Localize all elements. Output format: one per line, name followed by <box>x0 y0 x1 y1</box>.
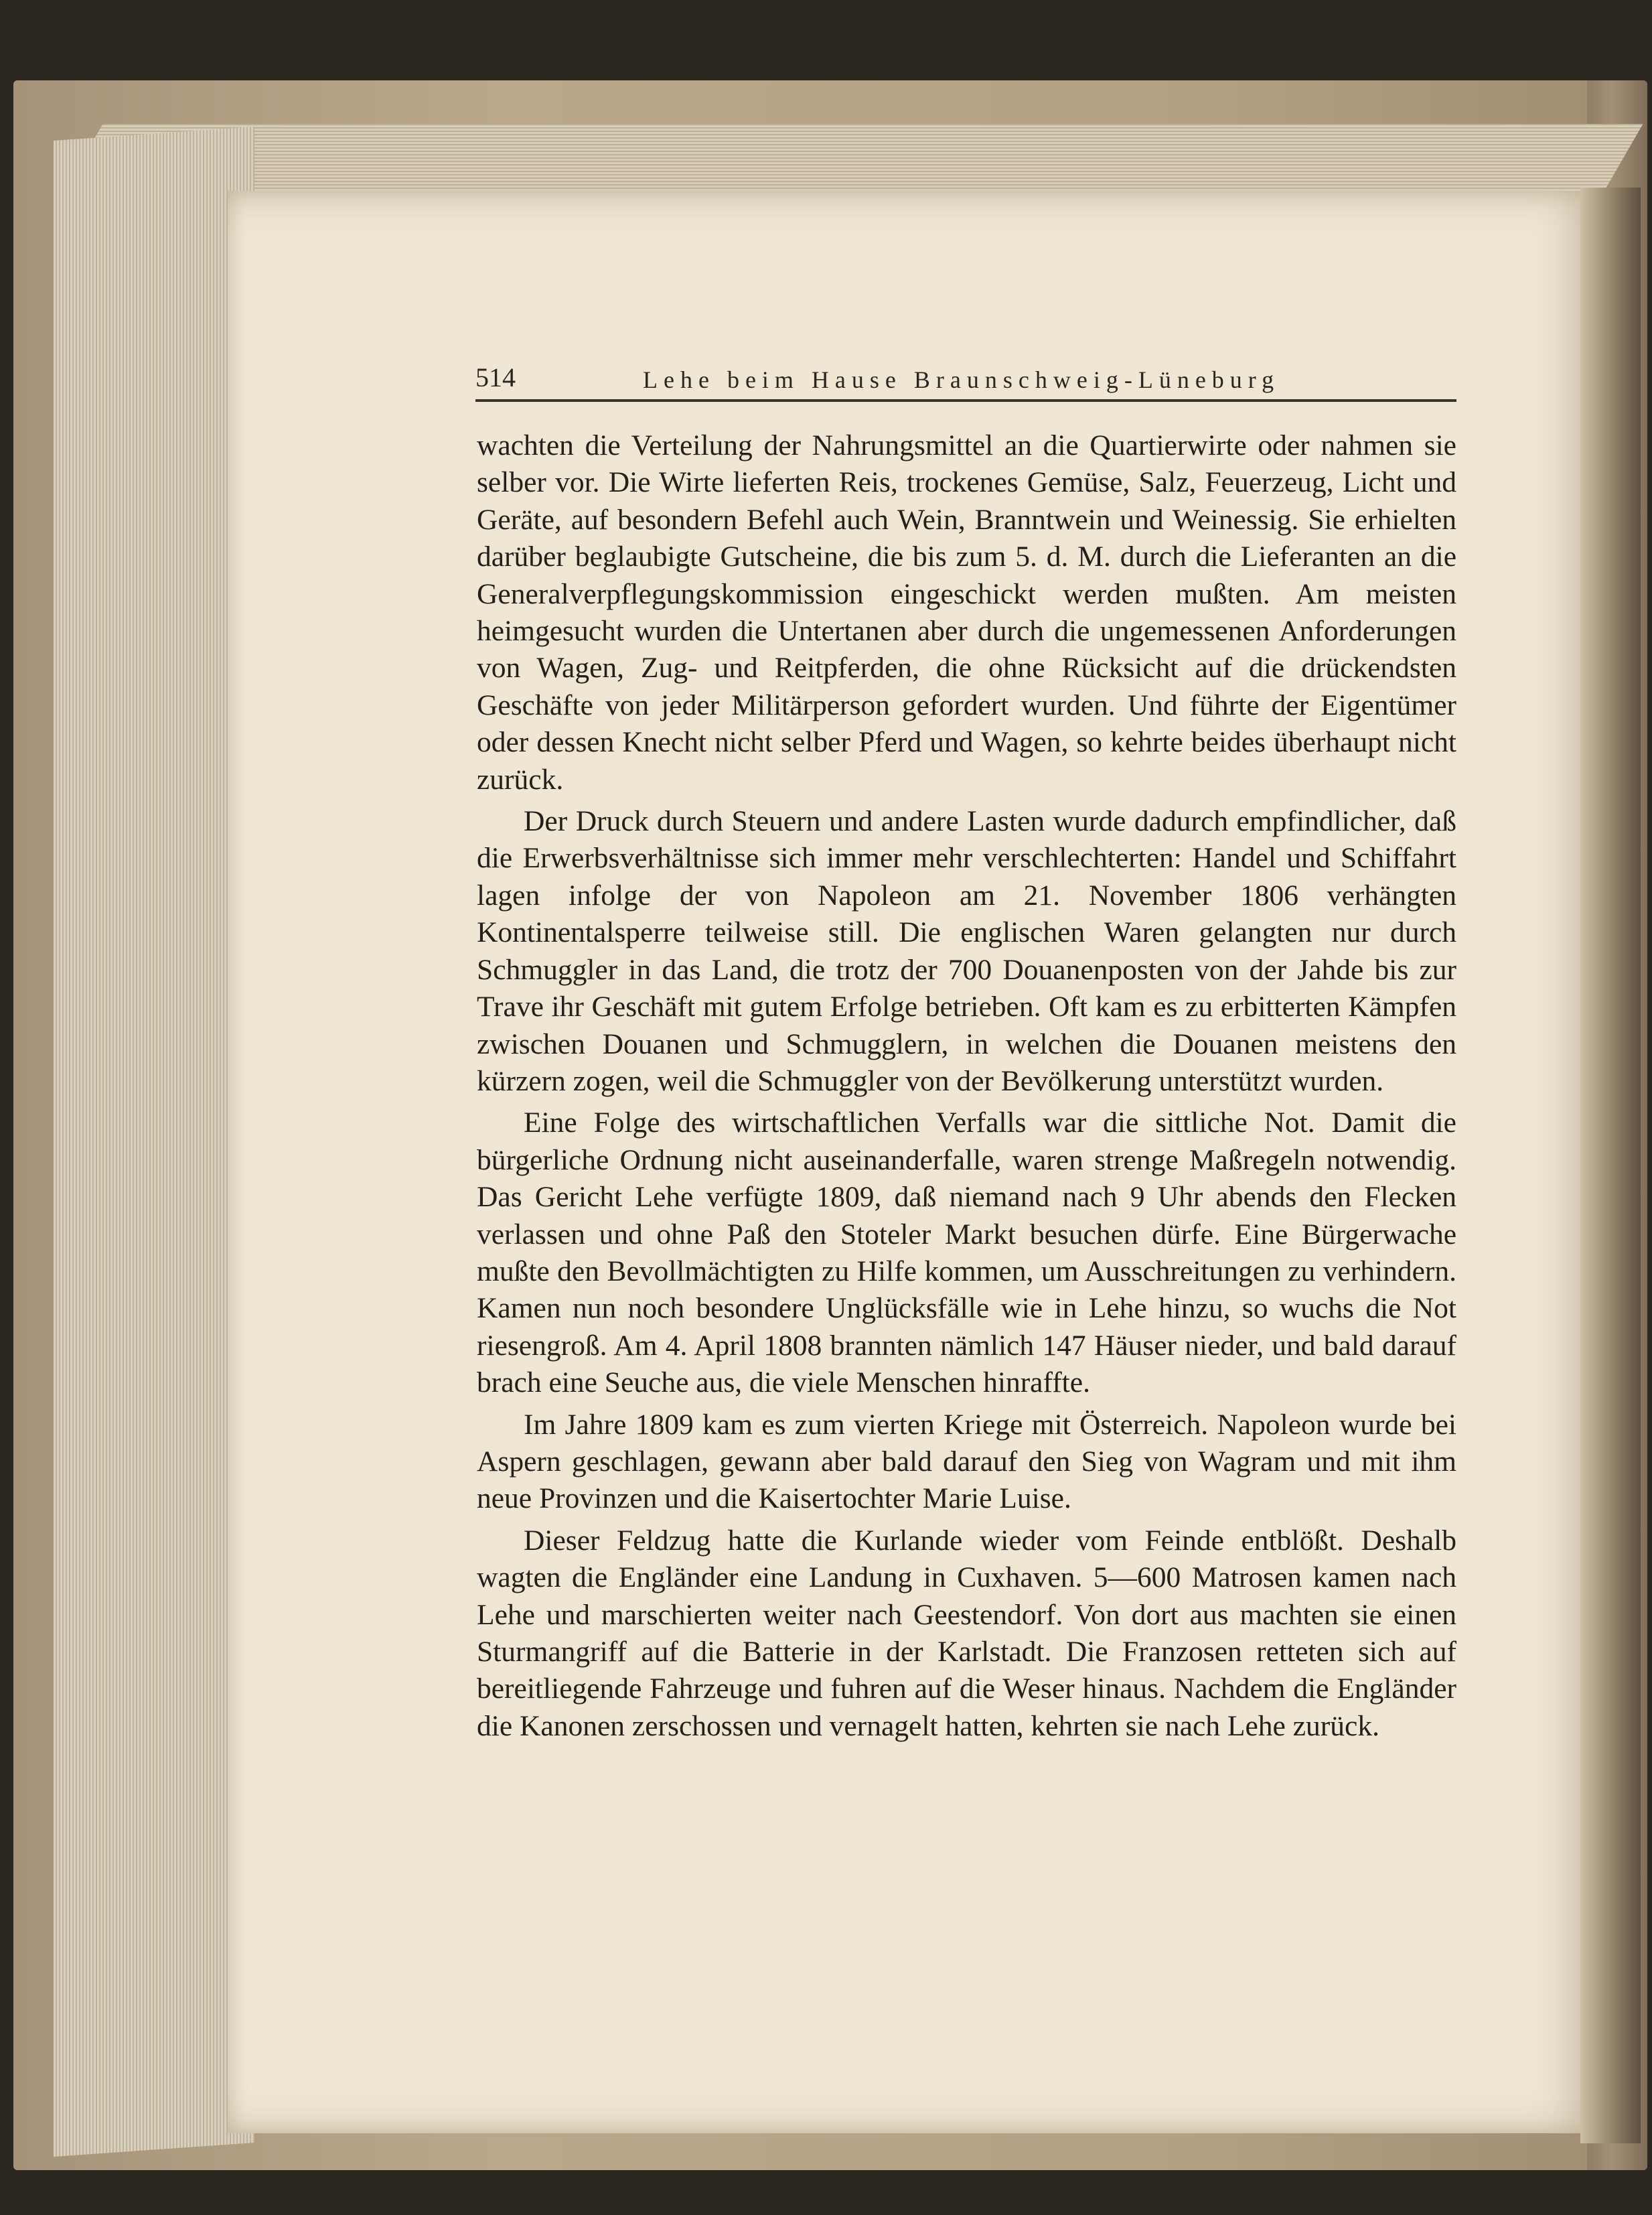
running-head <box>475 362 1453 402</box>
header-rule <box>475 399 1456 402</box>
page-edges-top <box>60 124 1643 198</box>
running-title: Lehe beim Hause Braunschweig-Lüneburg <box>643 366 1280 393</box>
paragraph: Dieser Feldzug hatte die Kurlande wieder vom Feinde entblößt. Deshalb wagten die Engländer eine Landung in Cuxhaven. 5—600 Matrosen kamen nach Lehe und marschierten weiter nach Geestendorf. Von dort aus machten sie einen Sturmangriff auf die Batterie in der Karlstadt. Die Franzosen retteten sich auf bereitliegende Fahrzeuge und fuhren auf die Weser hinaus. Nachdem die Engländer die Kanonen zerschossen und vernagelt hatten, kehrten sie nach Lehe zurück. <box>477 1524 1456 1742</box>
book-gutter <box>1580 188 1641 2143</box>
page-edges-side <box>54 127 254 2157</box>
body-text <box>477 427 1456 1749</box>
paragraph: wachten die Verteilung der Nahrungsmittel an die Quartierwirte oder nahmen sie selber vor. Die Wirte lieferten Reis, trockenes Gemüse, Salz, Feuerzeug, Licht und Geräte, auf besondern Befehl auch Wein, Branntwein und Weinessig. Sie erhielten darüber beglaubigte Gutscheine, die bis zum 5. d. M. durch die Lieferanten an die Generalverpflegungskommission eingeschickt werden mußten. Am meisten heimgesucht wurden die Untertanen aber durch die ungemessenen Anforderungen von Wagen, Zug- und Reitpferden, die ohne Rücksicht auf die drückendsten Geschäfte von jeder Militärperson gefordert wurden. Und führte der Eigentümer oder dessen Knecht nicht selber Pferd und Wagen, so kehrte beides überhaupt nicht zurück. <box>477 429 1456 796</box>
paragraph: Der Druck durch Steuern und andere Lasten wurde dadurch empfindlicher, daß die Erwerbsverhältnisse sich immer mehr verschlechterten: Handel und Schiffahrt lagen infolge der von Napoleon am 21. November 1806 verhängten Kontinentalsperre teilweise still. Die englischen Waren gelangten nur durch Schmuggler in das Land, die trotz der 700 Douanenposten von der Jahde bis zur Trave ihr Geschäft mit gutem Erfolge betrieben. Oft kam es zu erbitterten Kämpfen zwischen Douanen und Schmugglern, in welchen die Douanen meistens den kürzern zogen, weil die Schmuggler von der Bevölkerung unterstützt wurden. <box>477 805 1456 1097</box>
page-number: 514 <box>475 362 516 392</box>
paragraph: Eine Folge des wirtschaftlichen Verfalls war die sittliche Not. Damit die bürgerliche Ordnung nicht auseinanderfalle, waren strenge Maßregeln notwendig. Das Gericht Lehe verfügte 1809, daß niemand nach 9 Uhr abends den Flecken verlassen und ohne Paß den Stoteler Markt besuchen dürfe. Eine Bürgerwache mußte den Bevollmächtigten zu Hilfe kommen, um Ausschreitungen zu verhindern. Kamen nun noch besondere Unglücksfälle wie in Lehe hinzu, so wuchs die Not riesengroß. Am 4. April 1808 brannten nämlich 147 Häuser nieder, und bald darauf brach eine Seuche aus, die viele Menschen hinraffte. <box>477 1106 1456 1399</box>
paragraph: Im Jahre 1809 kam es zum vierten Kriege mit Österreich. Napoleon wurde bei Aspern geschlagen, gewann aber bald darauf den Sieg von Wagram und mit ihm neue Provinzen und die Kaisertochter Marie Luise. <box>477 1408 1456 1515</box>
